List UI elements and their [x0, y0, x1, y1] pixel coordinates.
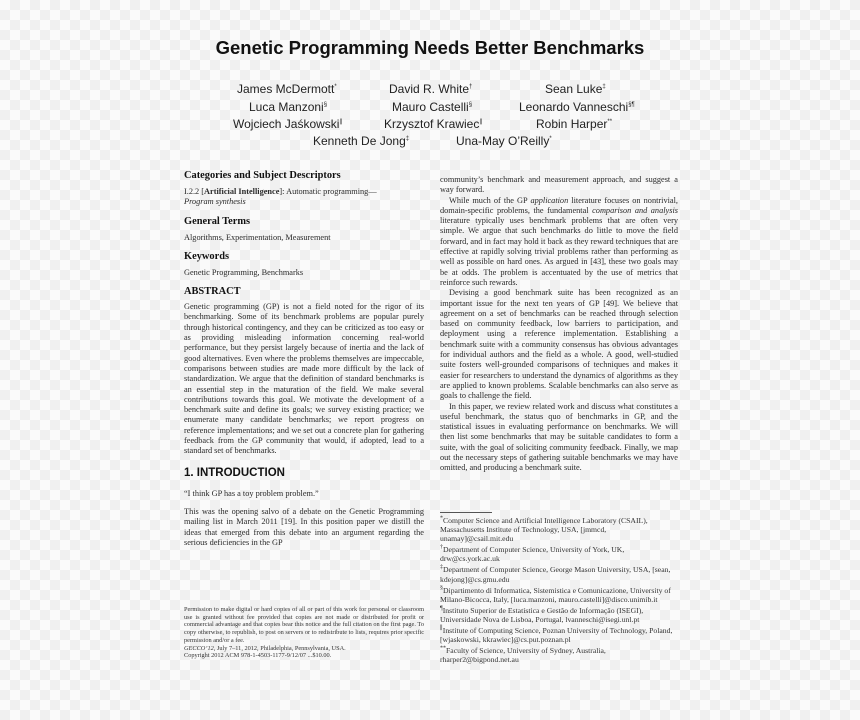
footnote-rule	[440, 512, 492, 513]
author: Luca Manzoni§	[249, 100, 328, 114]
footnote: ‡Department of Computer Science, George Mason University, USA, [sean, kdejong]@cs.gmu.edu	[440, 564, 671, 584]
body-paragraph: community’s benchmark and measurement approach, and suggest a way forward.	[440, 175, 678, 195]
affiliation-footnotes	[440, 512, 678, 666]
categories-text: I.2.2 [Artificial Intelligence]: Automatic programming— Program synthesis	[184, 187, 377, 207]
abstract-text: Genetic programming (GP) is not a field noted for the rigor of its benchmarking. Some of its benchmark problems are popular purely through historical contingency, and they can be criticized as too easy or as providing misleading information concerning real-world performance, but they persist largely because of inertia and the lack of good alternatives. Even where the problems themselves are impeccable, comparisons between studies are made more difficult by the lack of standardization. We argue that the definition of standard benchmarks is an essential step in the maturation of the field. We make several contributions towards this goal. We motivate the development of a benchmark suite and define its goals; we survey existing practice; we enumerate many candidate benchmarks; we report progress on reference implementations; and we set out a concrete plan for gathering feedback from the GP community that would, if adopted, lead to a standard set of benchmarks.	[184, 302, 424, 456]
footnote: †Department of Computer Science, University of York, UK, drw@cs.york.ac.uk	[440, 544, 625, 564]
author: Kenneth De Jong‡	[313, 134, 410, 148]
author: Sean Luke‡	[545, 82, 606, 96]
general-terms-text: Algorithms, Experimentation, Measurement	[184, 232, 331, 242]
footnote: **Faculty of Science, University of Sydney, Australia, rharper2@bigpond.net.au	[440, 645, 606, 665]
intro-quote: “I think GP has a toy problem problem.”	[184, 488, 319, 498]
author: Mauro Castelli§	[392, 100, 473, 114]
author: Robin Harper**	[536, 117, 613, 131]
author: David R. White†	[389, 82, 473, 96]
copyright-notice: Copyright 2012 ACM 978-1-4503-1177-9/12/07 ...$10.00.	[184, 652, 332, 660]
footnote: *Computer Science and Artificial Intelligence Laboratory (CSAIL), Massachusetts Institute of Technology, USA, [jmmcd, unamay]@csail.mit.edu	[440, 515, 648, 544]
right-column	[440, 175, 678, 474]
body-paragraph: Devising a good benchmark suite has been recognized as an important issue for the next ten years of GP [49]. We believe that agreement on a set of benchmarks can be reached through selection based on community feedback, low barriers to participation, and deployment using a reference implementation. Establishing a benchmark suite with a community consensus has obvious advantages for individual authors and the field as a whole. A good, well-studied suite fosters well-grounded comparisons of techniques and makes it easier for researchers to understand the dynamics of algorithms as they are applied to known problems. Scalable benchmarks can also serve as goals to challenge the field.	[440, 288, 678, 401]
permission-block	[184, 606, 424, 660]
keywords-heading: Keywords	[184, 250, 230, 262]
footnote: ∥Institute of Computing Science, Poznan University of Technology, Poland, [wjaskowski, kkrawiec]@cs.put.poznan.pl	[440, 625, 673, 645]
author: Wojciech Jaśkowski∥	[233, 117, 343, 131]
body-paragraph: In this paper, we review related work and discuss what constitutes a useful benchmark, the status quo of benchmarks in GP, and the statistical issues in evaluating performance on benchmarks. We will then list some benchmarks that may be suitable candidates to form a suite, with the goal of soliciting community feedback. Finally, we map out the necessary steps of gathering suitable benchmarks we may have omitted, and producing a benchmark suite.	[440, 401, 678, 473]
permission-notice: Permission to make digital or hard copies of all or part of this work for personal or classroom use is granted without fee provided that copies are not made or distributed for profit or commercial advantage and that copies bear this notice and the full citation on the first page. To copy otherwise, to republish, to post on servers or to redistribute to lists, requires prior specific permission and/or a fee.	[184, 606, 424, 644]
author: Una-May O’Reilly*	[456, 134, 552, 148]
categories-heading: Categories and Subject Descriptors	[184, 170, 341, 181]
introduction-heading: 1. INTRODUCTION	[184, 466, 285, 479]
introduction-text: This was the opening salvo of a debate on the Genetic Programming mailing list in March 2011 [19]. In this position paper we distill the ideas that emerged from this debate into an argument regarding the serious deficiencies in the GP	[184, 506, 424, 547]
keywords-text: Genetic Programming, Benchmarks	[184, 267, 304, 277]
abstract-heading: ABSTRACT	[184, 286, 241, 298]
footnote: §Dipartimento di Informatica, Sistemistica e Comunicazione, University of Milano-Bicocca, Italy, [luca.manzoni, mauro.castelli]@disco.unimib.it	[440, 585, 671, 604]
author: Leonardo Vanneschi§¶	[519, 100, 635, 114]
paper-title: Genetic Programming Needs Better Benchmarks	[215, 37, 645, 58]
conference-venue: GECCO’12, July 7–11, 2012, Philadelphia, Pennsylvania, USA.	[184, 644, 346, 652]
footnote: ¶Instituto Superior de Estatística e Gestão de Informação (ISEGI), Universidade Nova de Lisboa, Portugal, lvanneschi@isegi.unl.pt	[440, 605, 644, 624]
author: Krzysztof Krawiec∥	[384, 117, 483, 131]
body-paragraph: While much of the GP application literature focuses on nontrivial, domain-specific problems, the fundamental comparison and analysis literature typically uses benchmark problems that are often very simple. We argue that such benchmarks do little to move the field forward, and in fact may hold it back as they reward techniques that are effective at rapidly solving trivial problems rather than performing as well as possible on hard ones. As argued in [43], these two goals may be at odds. The problem is accentuated by the use of metrics that reinforce such rewards.	[440, 195, 678, 287]
general-terms-heading: General Terms	[184, 215, 251, 227]
left-column	[184, 170, 424, 548]
author: James McDermott*	[237, 82, 337, 96]
